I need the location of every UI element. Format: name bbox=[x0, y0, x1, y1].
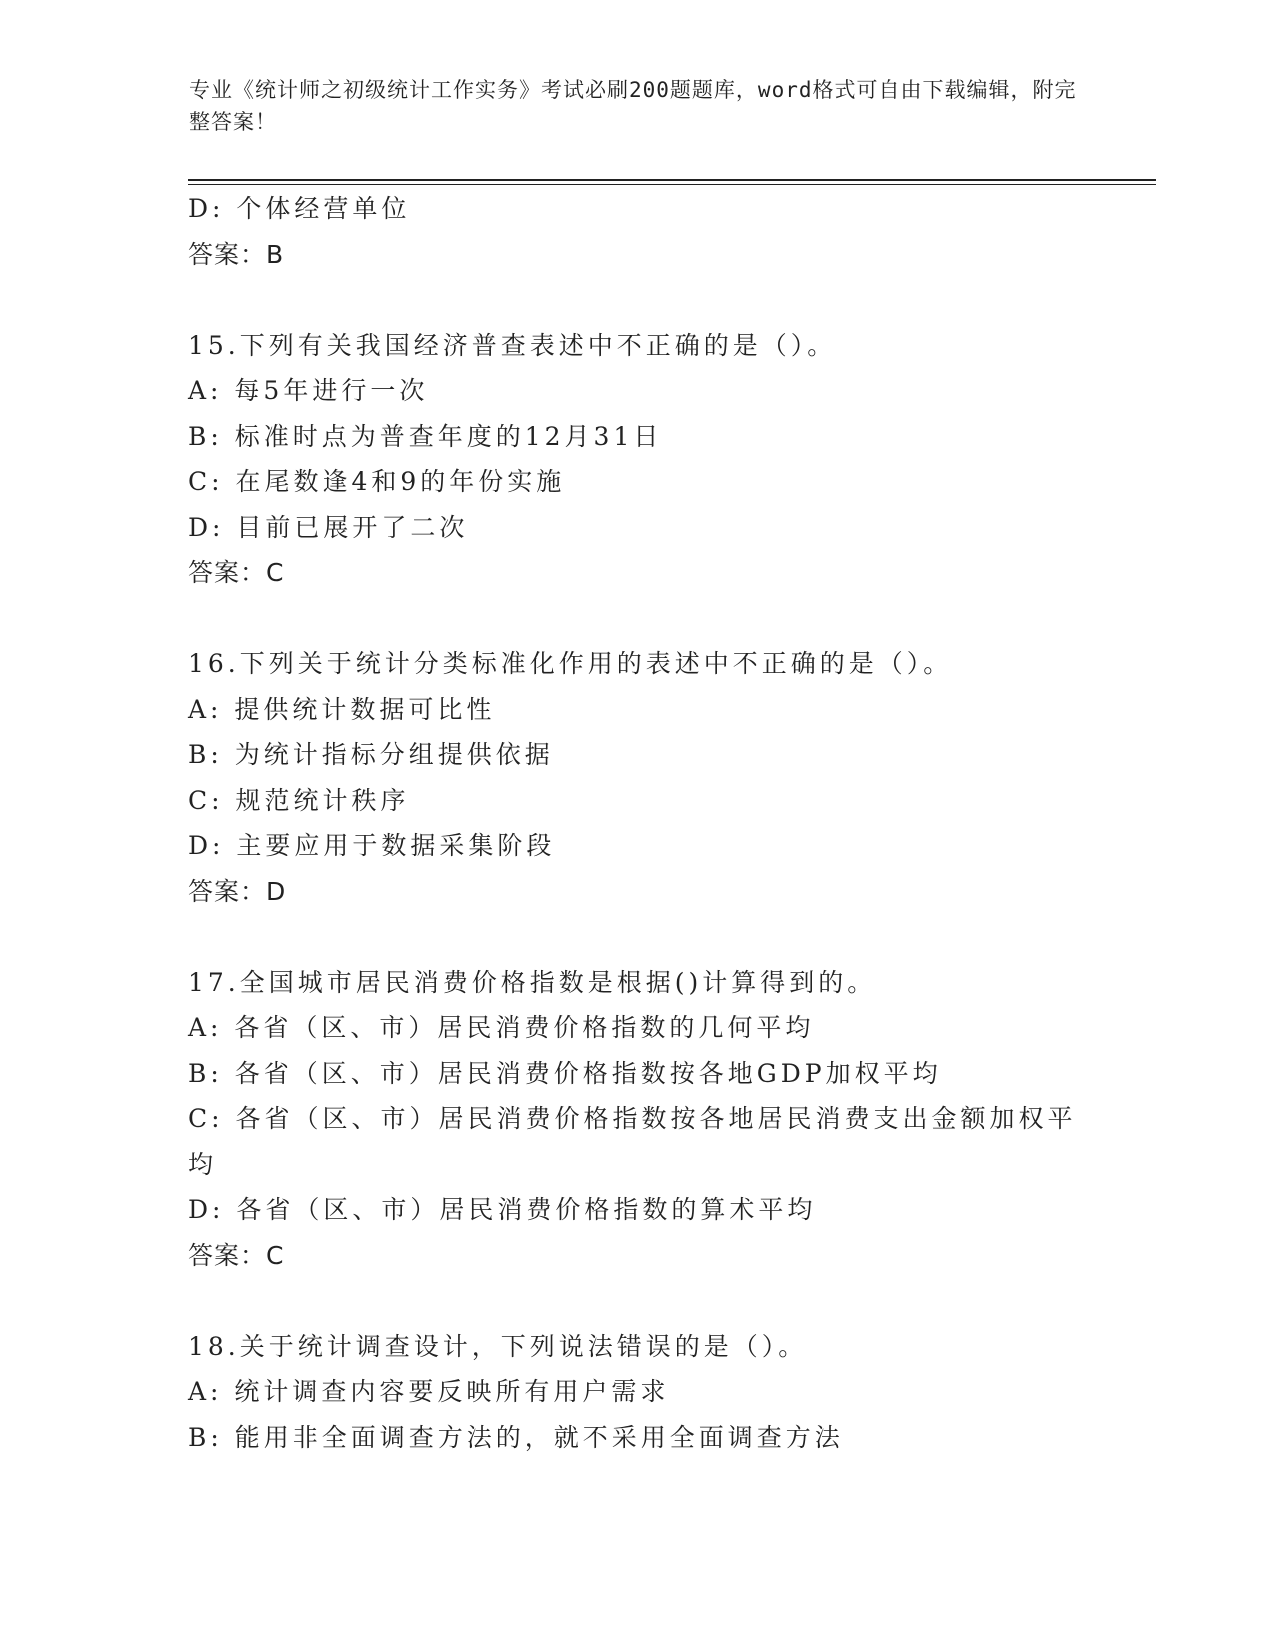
question-stem: 17.全国城市居民消费价格指数是根据()计算得到的。 bbox=[188, 967, 877, 997]
answer: 答案：C bbox=[188, 1240, 285, 1270]
spacer bbox=[188, 596, 1088, 642]
answer: 答案：B bbox=[188, 239, 285, 269]
spacer bbox=[188, 277, 1088, 323]
question-15 bbox=[188, 323, 1088, 596]
option-a: A: 统计调查内容要反映所有用户需求 bbox=[188, 1377, 670, 1406]
question-18 bbox=[188, 1324, 1088, 1461]
option-d: D: 主要应用于数据采集阶段 bbox=[188, 831, 556, 860]
option-c: C: 规范统计秩序 bbox=[188, 785, 410, 815]
question-list bbox=[188, 186, 1088, 1460]
question-16 bbox=[188, 641, 1088, 914]
option-a: A: 提供统计数据可比性 bbox=[188, 694, 496, 724]
header-divider-thin bbox=[188, 184, 1156, 185]
option-a: A: 各省（区、市）居民消费价格指数的几何平均 bbox=[188, 1013, 815, 1042]
option-b: B: 为统计指标分组提供依据 bbox=[188, 740, 554, 769]
option-c: C: 各省（区、市）居民消费价格指数按各地居民消费支出金额加权平均 bbox=[188, 1104, 1077, 1179]
spacer bbox=[188, 1278, 1088, 1324]
answer: 答案：C bbox=[188, 558, 285, 587]
option-b: B: 标准时点为普查年度的12月31日 bbox=[188, 421, 663, 451]
option-d: D: 个体经营单位 bbox=[188, 194, 411, 223]
option-c: C: 在尾数逢4和9的年份实施 bbox=[188, 467, 566, 496]
option-b: B: 能用非全面调查方法的，就不采用全面调查方法 bbox=[188, 1422, 844, 1452]
header-divider-thick bbox=[188, 179, 1156, 181]
option-d: D: 目前已展开了二次 bbox=[188, 512, 469, 542]
question-stem: 18.关于统计调查设计，下列说法错误的是（）。 bbox=[188, 1331, 808, 1361]
document-header: 专业《统计师之初级统计工作实务》考试必刷200题题库，word格式可自由下载编辑，附完整答案！ bbox=[189, 78, 1077, 134]
option-d: D: 各省（区、市）居民消费价格指数的算术平均 bbox=[188, 1195, 817, 1224]
option-a: A: 每5年进行一次 bbox=[188, 376, 429, 405]
answer: 答案：D bbox=[188, 876, 287, 906]
question-stem: 15.下列有关我国经济普查表述中不正确的是（）。 bbox=[188, 330, 837, 360]
question-17 bbox=[188, 960, 1088, 1279]
question-stem: 16.下列关于统计分类标准化作用的表述中不正确的是（）。 bbox=[188, 649, 953, 678]
spacer bbox=[188, 914, 1088, 960]
option-b: B: 各省（区、市）居民消费价格指数按各地GDP加权平均 bbox=[188, 1058, 942, 1088]
